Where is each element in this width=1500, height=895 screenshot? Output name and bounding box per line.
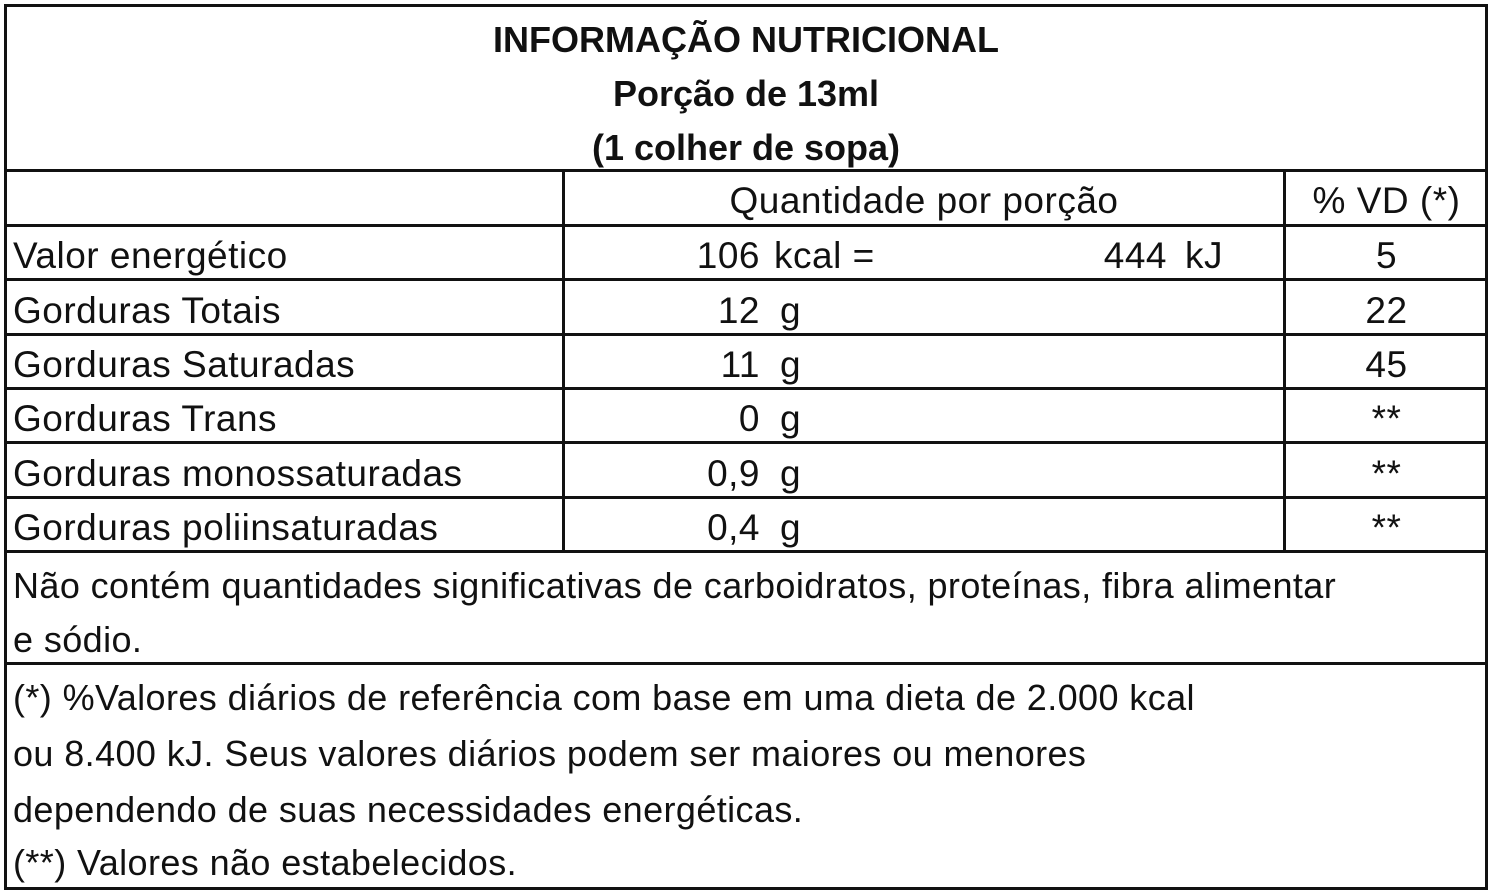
column-divider-1 bbox=[562, 169, 565, 553]
divider-column-header bbox=[7, 224, 1485, 227]
serving-size: Porção de 13ml bbox=[612, 73, 880, 114]
nutrient-amount: 12 bbox=[717, 290, 760, 331]
column-header-quantity: Quantidade por porção bbox=[729, 180, 1119, 221]
energy-kcal-value: 106 bbox=[696, 235, 760, 276]
serving-measure: (1 colher de sopa) bbox=[591, 127, 901, 168]
nutrient-amount: 0 bbox=[738, 398, 760, 439]
divider-header bbox=[7, 169, 1485, 172]
nutrient-daily-value: 45 bbox=[1365, 344, 1408, 385]
nutrient-name-energy: Valor energético bbox=[13, 235, 288, 276]
nutrient-name: Gorduras monossaturadas bbox=[13, 453, 463, 494]
nutrient-name: Gorduras poliinsaturadas bbox=[13, 507, 439, 548]
nutrient-daily-value: ** bbox=[1371, 453, 1402, 494]
nutrient-daily-value: ** bbox=[1371, 507, 1402, 548]
divider-table-end bbox=[7, 550, 1485, 553]
divider-row-5 bbox=[7, 496, 1485, 499]
notice-line-1: Não contém quantidades significativas de carboidratos, proteínas, fibra alimentar bbox=[13, 565, 1337, 606]
nutrient-name: Gorduras Totais bbox=[13, 290, 281, 331]
divider-row-3 bbox=[7, 387, 1485, 390]
nutrient-unit: g bbox=[780, 344, 802, 385]
footnote-line-4: (**) Valores não estabelecidos. bbox=[13, 842, 518, 883]
column-header-daily-value: % VD (*) bbox=[1312, 180, 1461, 221]
footnote-line-2: ou 8.400 kJ. Seus valores diários podem ser maiores ou menores bbox=[13, 733, 1087, 774]
energy-kj-value: 444 bbox=[1103, 235, 1167, 276]
notice-line-2: e sódio. bbox=[13, 619, 143, 660]
nutrient-daily-value: ** bbox=[1371, 398, 1402, 439]
nutrient-amount: 0,4 bbox=[707, 507, 760, 548]
divider-notice bbox=[7, 662, 1485, 665]
divider-row-4 bbox=[7, 441, 1485, 444]
nutrient-unit: g bbox=[780, 290, 802, 331]
nutrient-daily-value: 22 bbox=[1365, 290, 1408, 331]
column-divider-2 bbox=[1283, 169, 1286, 553]
divider-row-2 bbox=[7, 333, 1485, 336]
footnote-line-1: (*) %Valores diários de referência com base em uma dieta de 2.000 kcal bbox=[13, 677, 1195, 718]
energy-kcal-unit: kcal = bbox=[774, 235, 875, 276]
nutrition-facts-label bbox=[4, 4, 1488, 890]
divider-row-1 bbox=[7, 278, 1485, 281]
nutrient-amount: 11 bbox=[720, 344, 760, 385]
nutrient-unit: g bbox=[780, 398, 802, 439]
nutrient-amount: 0,9 bbox=[707, 453, 760, 494]
nutrient-unit: g bbox=[780, 507, 802, 548]
nutrient-unit: g bbox=[780, 453, 802, 494]
footnote-line-3: dependendo de suas necessidades energéticas. bbox=[13, 789, 804, 830]
label-title: INFORMAÇÃO NUTRICIONAL bbox=[493, 19, 999, 60]
energy-daily-value: 5 bbox=[1375, 235, 1398, 276]
nutrient-name: Gorduras Saturadas bbox=[13, 344, 356, 385]
nutrient-name: Gorduras Trans bbox=[13, 398, 278, 439]
energy-kj-unit: kJ bbox=[1185, 235, 1223, 276]
